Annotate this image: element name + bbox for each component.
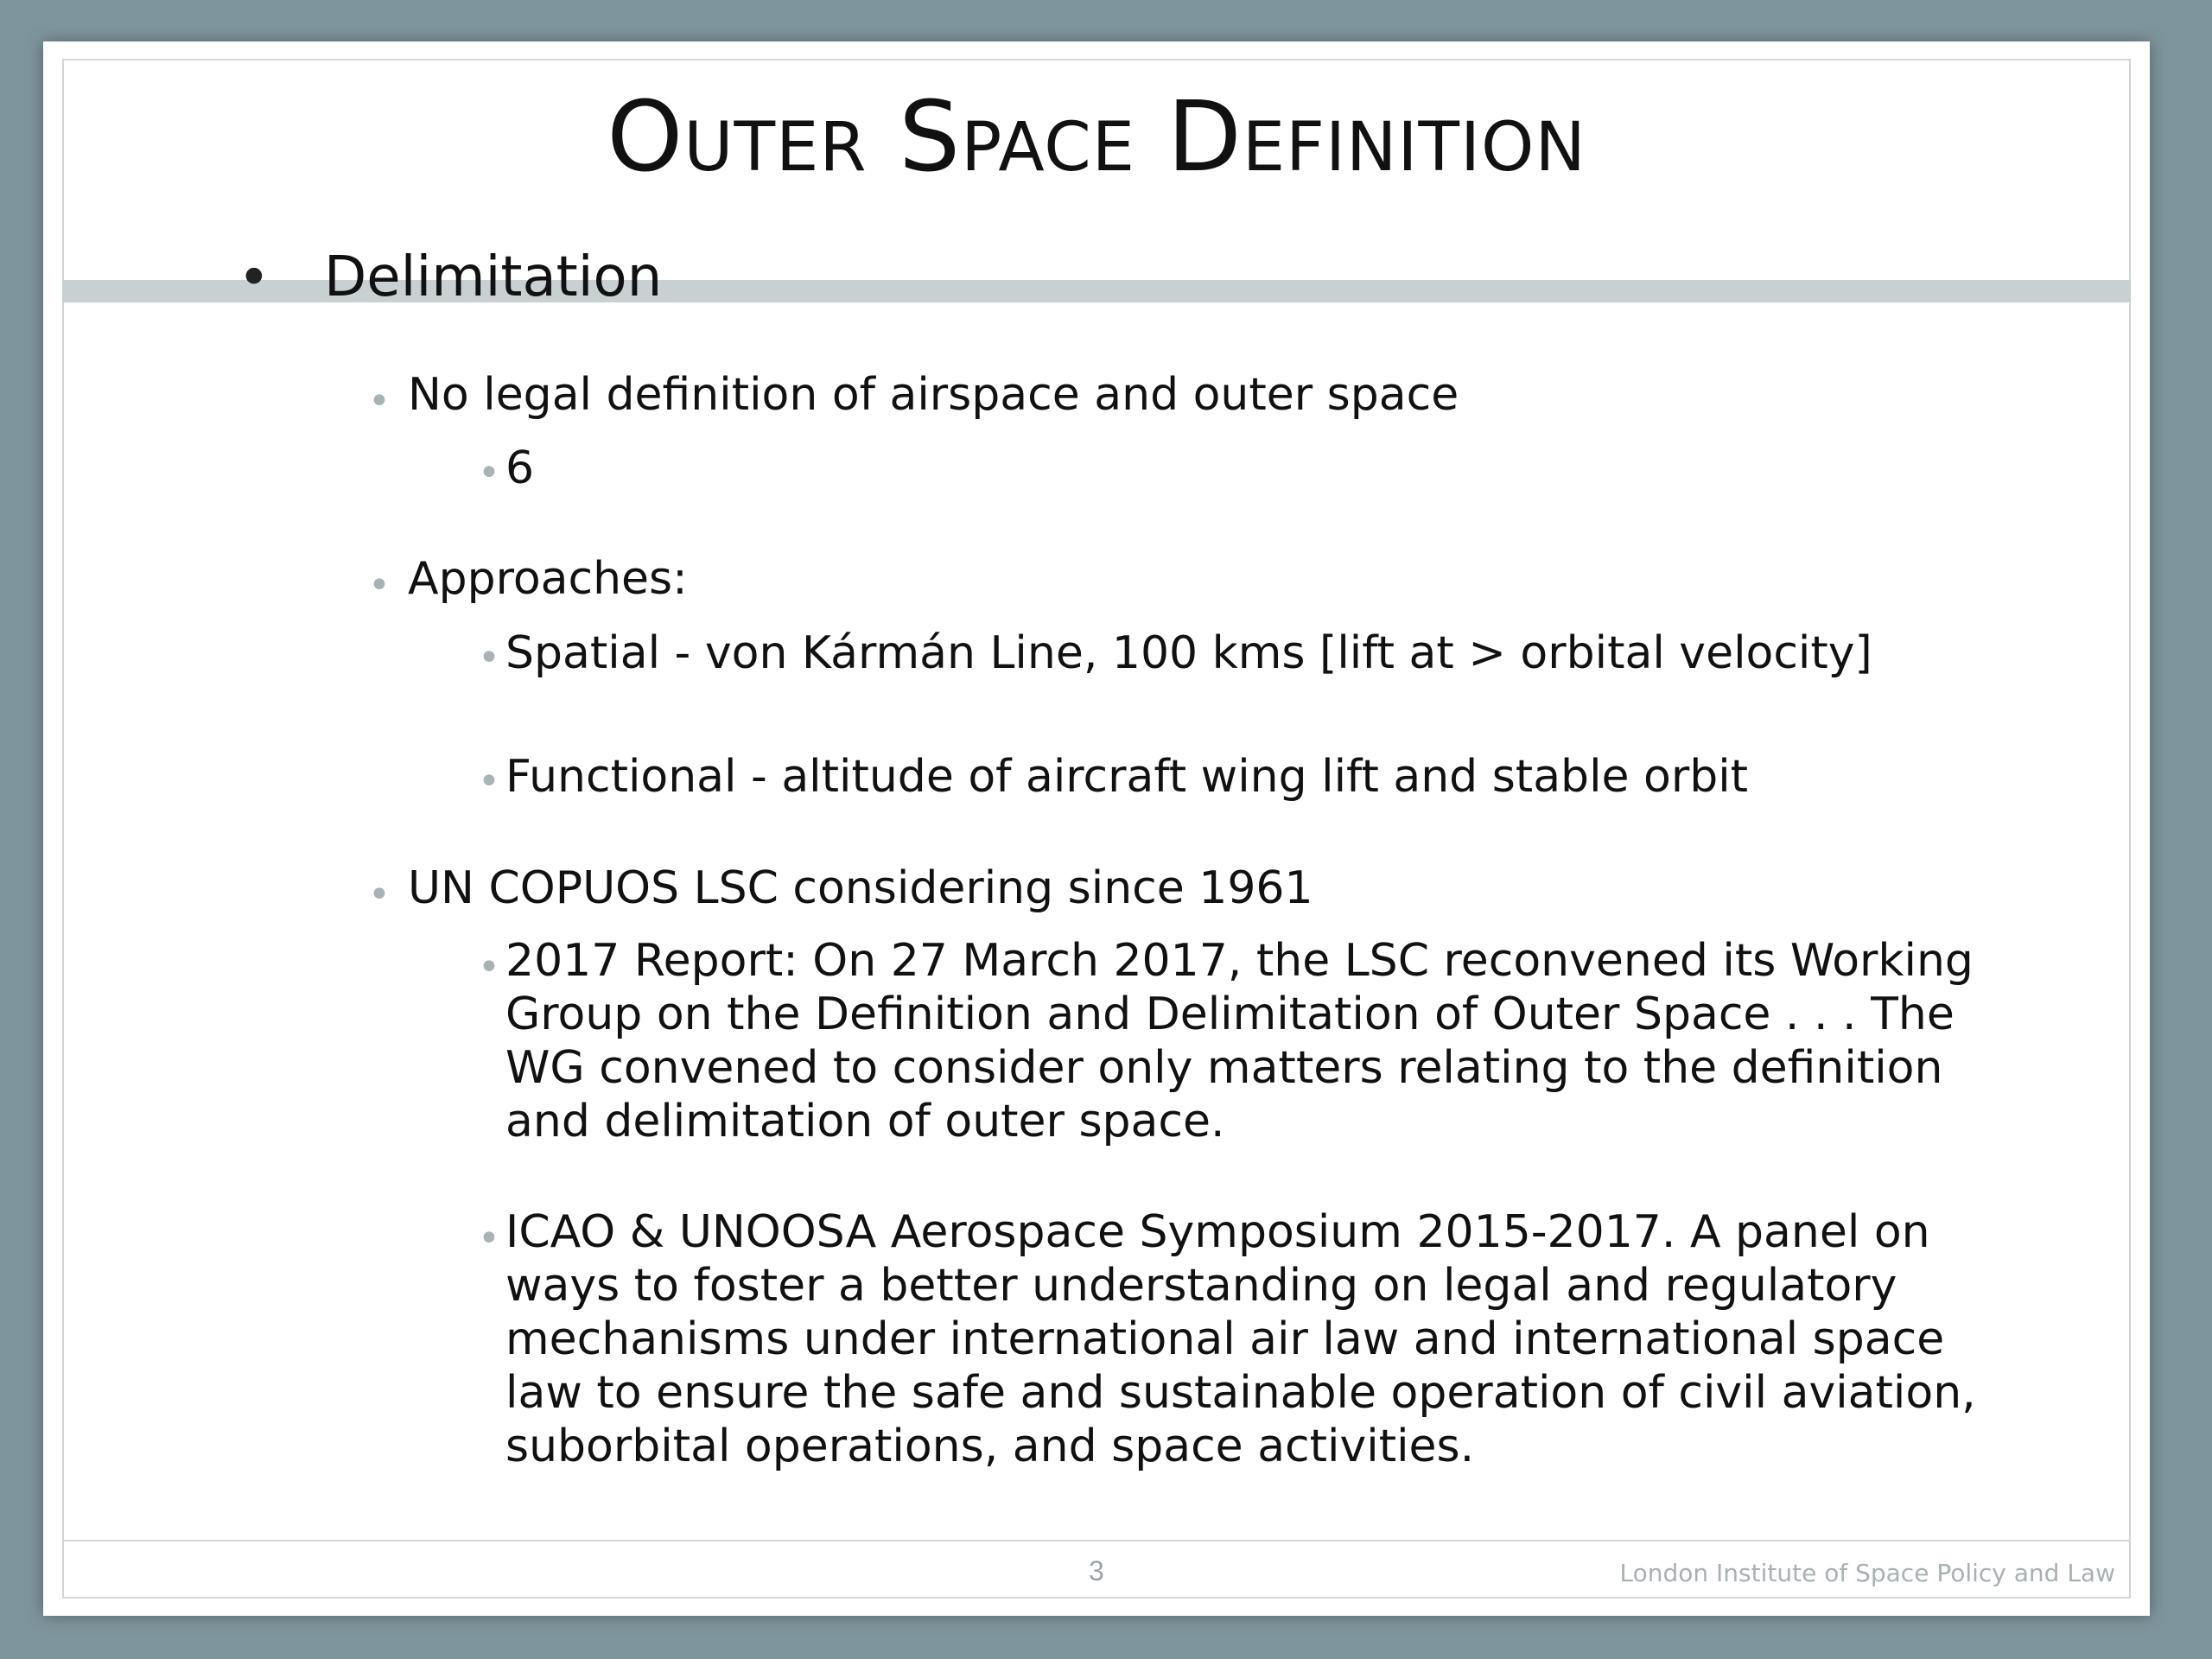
bullet-level3: • (478, 945, 500, 989)
bullet-level3: • (478, 760, 500, 804)
footer-divider (62, 1540, 2131, 1541)
list-item-no-legal-definition: No legal definition of airspace and outer space (408, 369, 1459, 421)
list-item-functional: Functional - altitude of aircraft wing lift and stable orbit (505, 751, 1749, 803)
list-item-2017-report: 2017 Report: On 27 March 2017, the LSC reconvened its Working Group on the Definition and Delimitation of Outer Space . . . The WG convened to consider only matters relating to the definition and delimitation of outer space. (505, 935, 1974, 1147)
bullet-level3: • (478, 451, 500, 495)
slide-content (43, 41, 2150, 1616)
footer-organization: London Institute of Space Policy and Law (1619, 1559, 2115, 1587)
bullet-level1: • (238, 246, 270, 310)
heading-delimitation: Delimitation (324, 245, 663, 309)
list-item-icao-unoosa: ICAO & UNOOSA Aerospace Symposium 2015-2017. A panel on ways to foster a better understanding on legal and regulatory mechanisms under international air law and international space law to ensure the safe and sustainable operation of civil aviation, suborbital operations, and space activities. (505, 1206, 1976, 1472)
bullet-level2: • (368, 379, 391, 423)
list-item-spatial: Spatial - von Kármán Line, 100 kms [lift at > orbital velocity] (505, 627, 1872, 679)
list-item-approaches: Approaches: (408, 553, 688, 605)
page-number: 3 (1089, 1555, 1104, 1586)
bullet-level3: • (478, 636, 500, 680)
slide (43, 41, 2150, 1616)
bullet-level3: • (478, 1217, 500, 1261)
bullet-level2: • (368, 563, 391, 607)
bullet-level2: • (368, 873, 391, 917)
slide-title: Outer Space Definition (607, 81, 1586, 194)
list-item-un-copuos: UN COPUOS LSC considering since 1961 (408, 862, 1313, 914)
list-item-six: 6 (505, 442, 535, 494)
